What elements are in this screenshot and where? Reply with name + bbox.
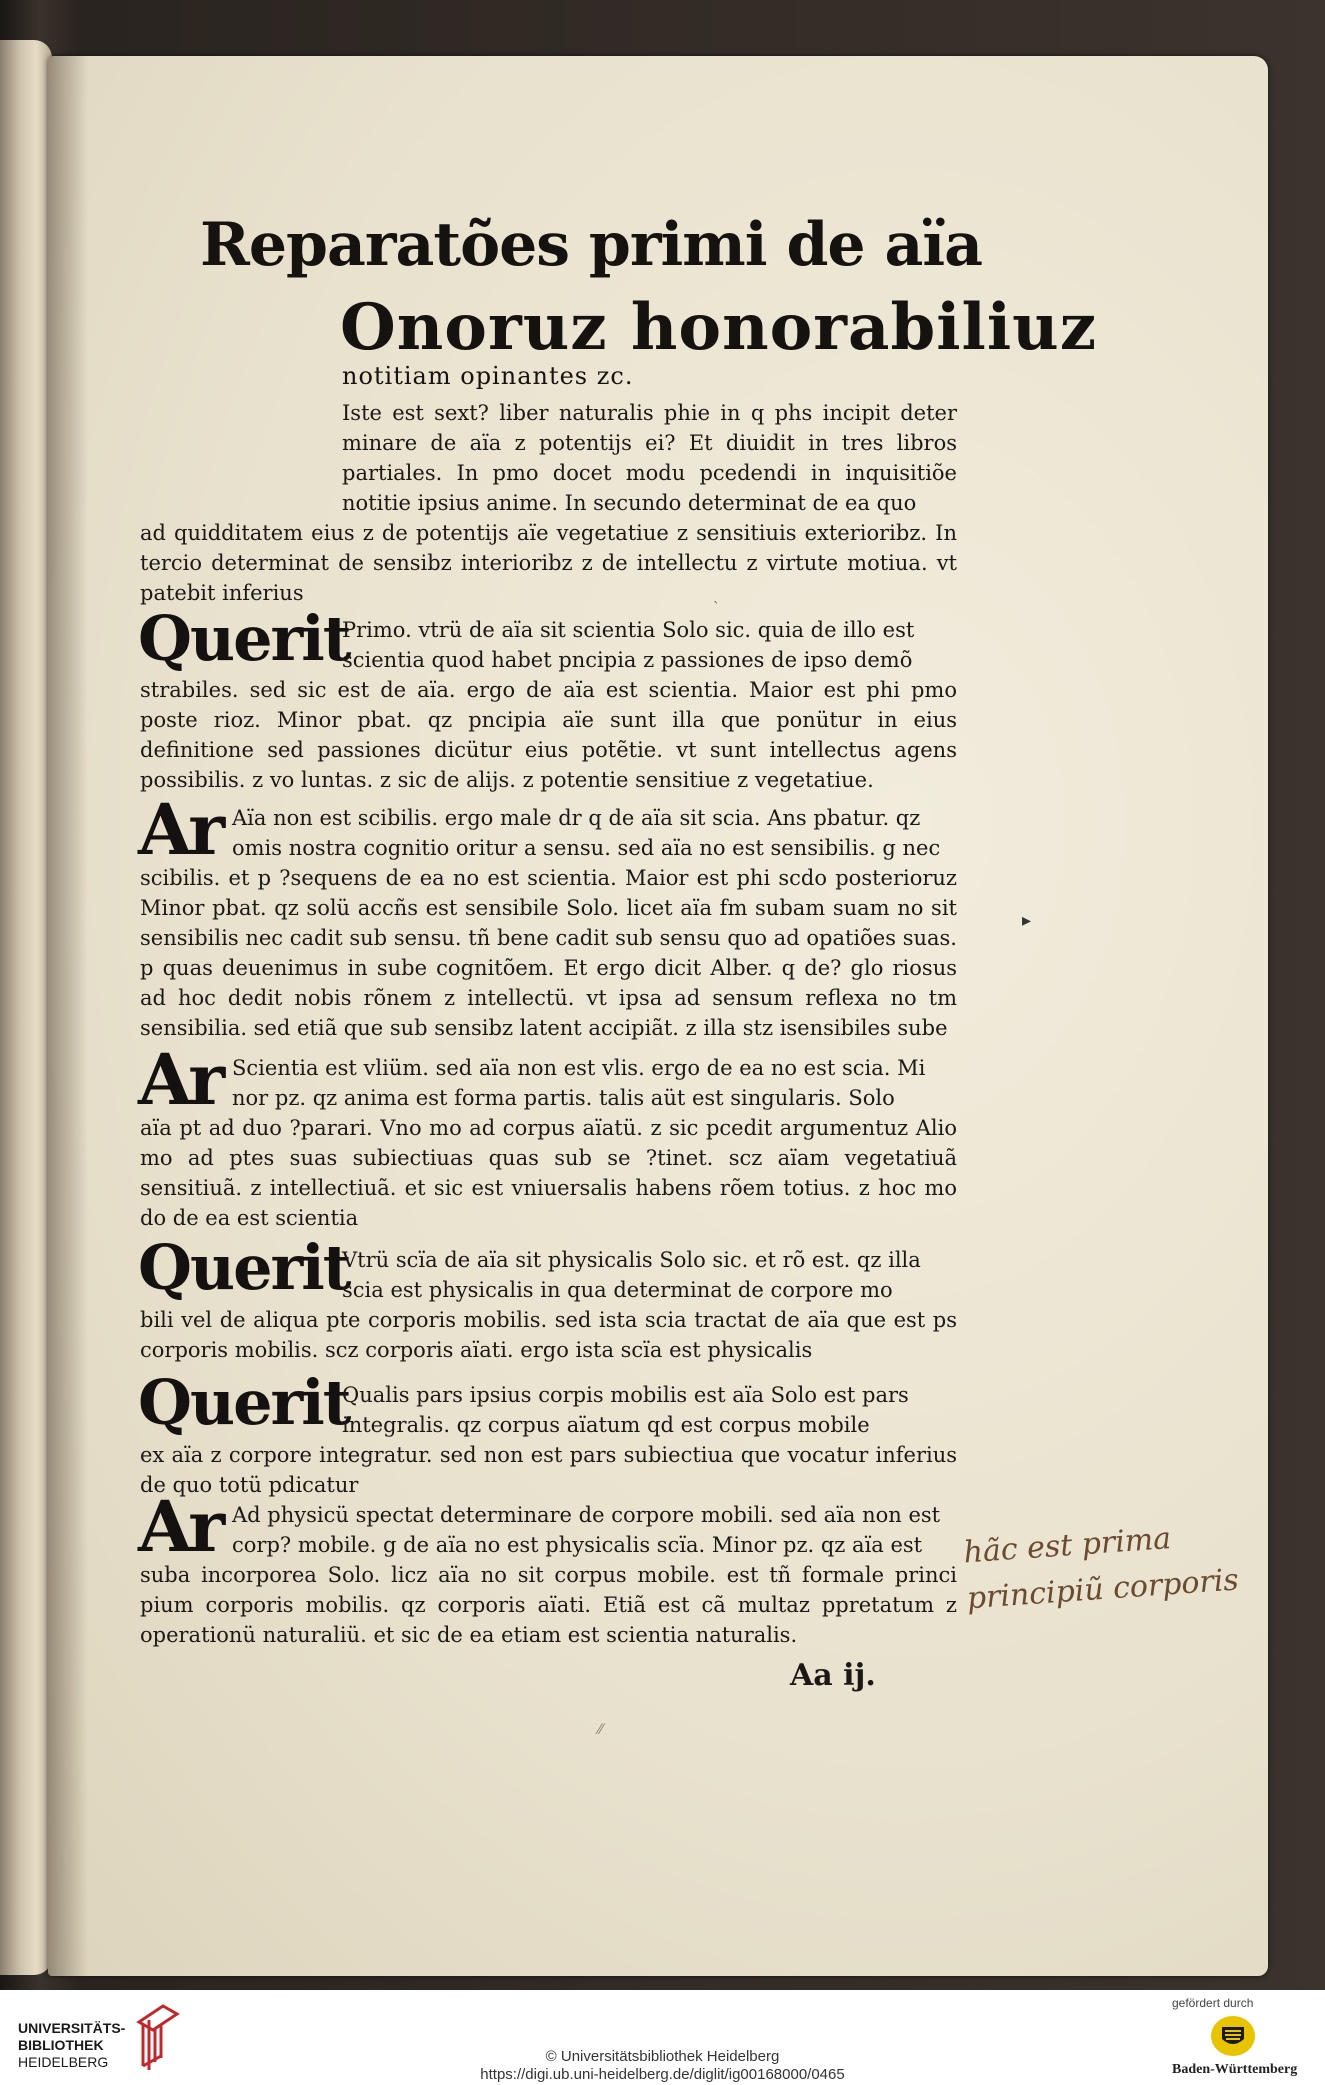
incipit-continuation: notitiam opinantes zc. (342, 362, 634, 390)
stray-mark: ▸ (1022, 910, 1032, 931)
intro-paragraph: Iste est sext? liber naturalis phie in q phs incipit deter minare de aïa z potentijs ei? Et diuidit in tres libros partiales. In pmo docet modu pcedendi in inquisitiõe notitie ipsius anime. In secundo determinat de ea quo (342, 401, 957, 515)
handwritten-marginal-note: hãc est prima principiũ corporis (962, 1521, 1240, 1617)
section-initial: Ar (138, 1485, 222, 1568)
sponsor-label: gefördert durch (1172, 1996, 1254, 2010)
library-name-line: BIBLIOTHEK (18, 2037, 104, 2053)
section-first-line: Primo. vtrü de aïa sit scientia Solo sic. quia de illo est scientia quod habet pncipia z passiones de ipso demõ (342, 618, 915, 672)
stray-mark: ` (713, 600, 720, 616)
left-page-edge (0, 40, 52, 1975)
intro-paragraph-continued: ad quidditatem eius z de potentijs aïe vegetatiue z sensitiuis exterioribz. In tercio determinat de sensibz interioribz z de intellectu z virtute motiua. vt patebit inferius (140, 521, 957, 605)
gutter-shadow (48, 56, 88, 1976)
signature-mark: Aa ij. (790, 1658, 876, 1693)
section-body: strabiles. sed sic est de aïa. ergo de aïa est scientia. Maior est phi pmo poste rioz. Minor pbat. qz pncipia aïe sunt illa que ponütur in eius definitione sed passiones dicütur eius potẽtie. vt sunt intellectus agens possibilis. z vo luntas. z sic de alijs. z potentie sensitiue z vegetatiue. (140, 678, 957, 792)
section-body: scibilis. et p ?sequens de ea no est scientia. Maior est phi scdo posterioruz Minor pbat. qz solü accñs est sensibile Solo. licet aïa fm subam suam no sit sensibilis nec cadit sub sensu. tñ bene cadit sub sensu quo ad opatiões suas. p quas deuenimus in sube cognitõem. Et ergo dicit Alber. q de? glo riosus ad hoc dedit nobis rõnem z intellectü. vt ipsa ad sensum reflexa no tm sensibilia. sed etiã que sub sensibz latent accipiãt. z illa stz isensibiles sube (140, 866, 957, 1040)
section-initial: Ar (138, 1038, 222, 1121)
sponsor-name: Baden-Württemberg (1172, 2062, 1298, 2077)
section-initial: Querit (138, 1366, 350, 1439)
library-name-line: HEIDELBERG (18, 2054, 109, 2070)
section-first-line: Vtrü scïa de aïa sit physicalis Solo sic. et rõ est. qz illa scia est physicalis in qua determinat de corpore mo (342, 1248, 921, 1302)
section-first-line: Ad physicü spectat determinare de corpore mobili. sed aïa non est corp? mobile. g de aïa no est physicalis scïa. Minor pz. qz aïa est (232, 1503, 941, 1557)
stray-mark: ⁄⁄ (598, 1722, 603, 1738)
copyright-notice: © Universitätsbibliothek Heidelberg (545, 2048, 780, 2065)
page-title: Reparatões primi de aïa (200, 210, 983, 280)
sponsor-coat-of-arms-icon (1208, 2013, 1258, 2059)
library-name-line: UNIVERSITÄTS- (18, 2020, 126, 2036)
section-body: aïa pt ad duo ?parari. Vno mo ad corpus aïatü. z sic pcedit argumentuz Alio mo ad ptes suas subiectiuas quas sub se ?tinet. scz aïam vegetatiuã sensitiuã. z intellectiuã. et sic est vniuersalis habens rõem totius. z hoc mo do de ea est scientia (140, 1116, 957, 1230)
section-body: suba incorporea Solo. licz aïa no sit corpus mobile. est tñ formale princi pium corporis mobilis. qz corporis aïati. Etiã est cã multaz ppretatum z operationü naturaliü. et sic de ea etiam est scientia naturalis. (140, 1563, 957, 1647)
section-initial: Ar (138, 788, 222, 871)
section-body: bili vel de aliqua pte corporis mobilis. sed ista scia tractat de aïa que est ps corporis mobilis. scz corporis aïati. ergo ista scïa est physicalis (140, 1308, 957, 1362)
section-body: ex aïa z corpore integratur. sed non est pars subiectiua que vocatur inferius de quo totü pdicatur (140, 1443, 957, 1497)
section-initial: Querit (138, 602, 350, 675)
section-first-line: Aïa non est scibilis. ergo male dr q de aïa sit scia. Ans pbatur. qz omis nostra cognitio oritur a sensu. sed aïa no est sensibilis. g nec (232, 806, 941, 860)
incipit-heading: Onoruz honorabiliuz (340, 290, 1098, 365)
section-first-line: Qualis pars ipsius corpis mobilis est aïa Solo est pars integralis. qz corpus aïatum qd est corpus mobile (342, 1383, 909, 1437)
permalink-url[interactable]: https://digi.ub.uni-heidelberg.de/diglit/ig00168000/0465 (480, 2066, 845, 2083)
section-first-line: Scientia est vliüm. sed aïa non est vlis. ergo de ea no est scia. Mi nor pz. qz anima est forma partis. talis aüt est singularis. Solo (232, 1056, 926, 1110)
section-initial: Querit (138, 1231, 350, 1304)
